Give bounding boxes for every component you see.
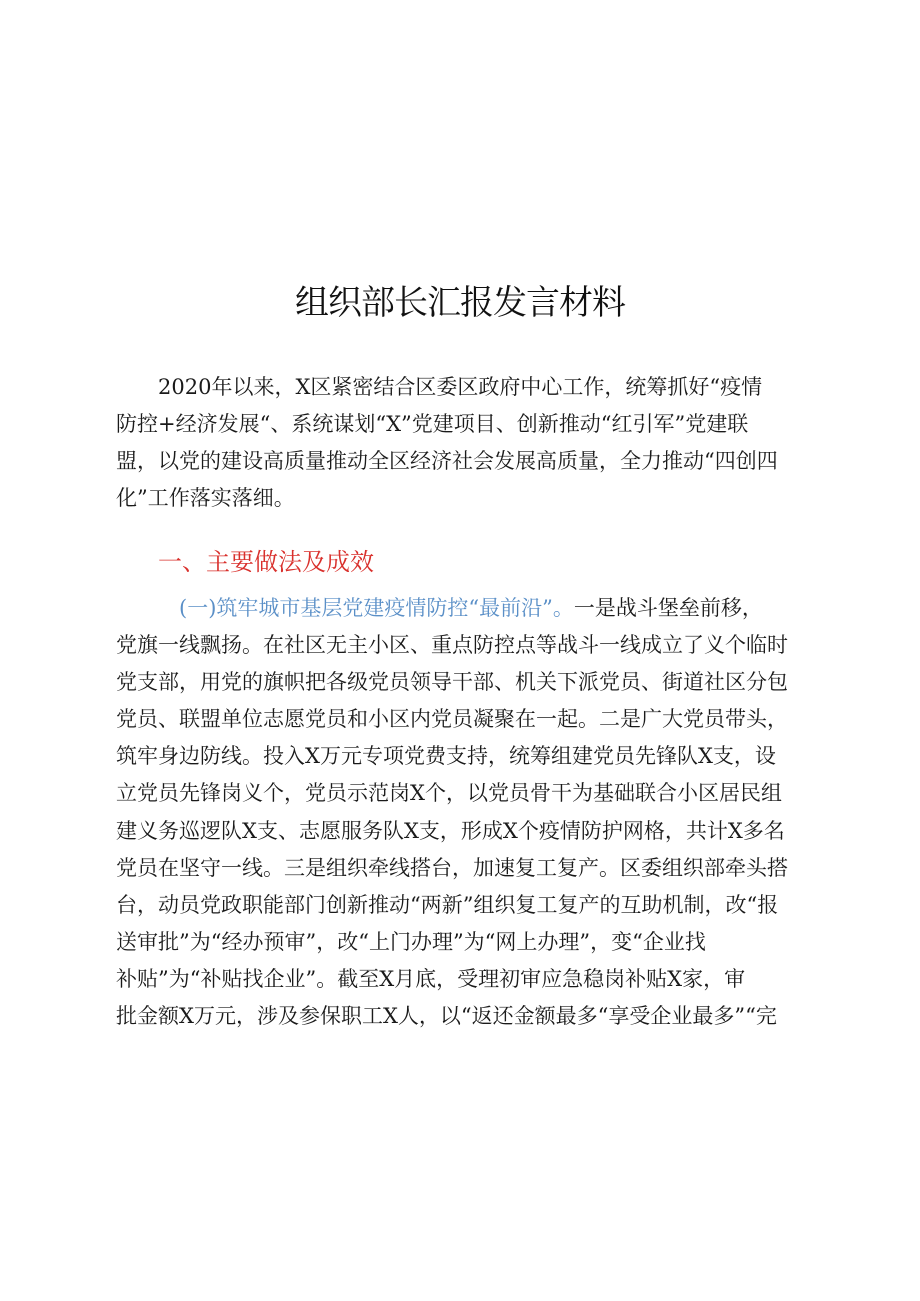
document-title: 组织部长汇报发言材料: [295, 283, 625, 323]
section-1-1-paragraph: [116, 590, 806, 1035]
intro-line: 化”工作落实落细。: [116, 486, 295, 511]
paragraph-line: 筑牢身边防线。投入X万元专项党费支持，统筹组建党员先锋队X支，设: [116, 744, 776, 769]
paragraph-line: 补贴”为“补贴找企业”。截至X月底，受理初审应急稳岗补贴X家，审: [116, 966, 746, 991]
intro-line: 2020年以来，X区紧密结合区委区政府中心工作，统筹抓好“疫情: [116, 375, 763, 399]
paragraph-line: 党员在坚守一线。三是组织牵线搭台，加速复工复产。区委组织部牵头搭: [116, 855, 788, 880]
intro-paragraph: [116, 369, 806, 517]
paragraph-line: 送审批”为“经办预审”，改“上门办理”为“网上办理”，变“企业找: [116, 929, 706, 954]
paragraph-line: 党员、联盟单位志愿党员和小区内党员凝聚在一起。二是广大党员带头，: [116, 707, 788, 732]
intro-line: 防控+经济发展“、系统谋划“X”党建项目、创新推动“红引军”党建联: [116, 412, 749, 437]
paragraph-line: 建义务巡逻队X支、志愿服务队X支，形成X个疫情防护网格，共计X多名: [116, 818, 785, 843]
paragraph-line: 党旗一线飘扬。在社区无主小区、重点防控点等战斗一线成立了义个临时: [116, 633, 788, 658]
paragraph-line: 批金额X万元，涉及参保职工X人，以“返还金额最多“享受企业最多”“完: [116, 1004, 777, 1029]
section-heading: 一、主要做法及成效: [158, 548, 374, 576]
paragraph-line: 一是战斗堡垒前移，: [573, 596, 763, 620]
paragraph-line: 立党员先锋岗义个，党员示范岗X个，以党员骨干为基础联合小区居民组: [116, 781, 782, 806]
subsection-heading: (一)筑牢城市基层党建疫情防控“最前沿”。: [179, 596, 574, 620]
paragraph-line: 党支部，用党的旗帜把各级党员领导干部、机关下派党员、街道社区分包: [116, 670, 788, 695]
paragraph-line: 台，动员党政职能部门创新推动“两新”组织复工复产的互助机制，改“报: [116, 892, 779, 917]
intro-line: 盟，以党的建设高质量推动全区经济社会发展高质量，全力推动“四创四: [116, 449, 778, 474]
